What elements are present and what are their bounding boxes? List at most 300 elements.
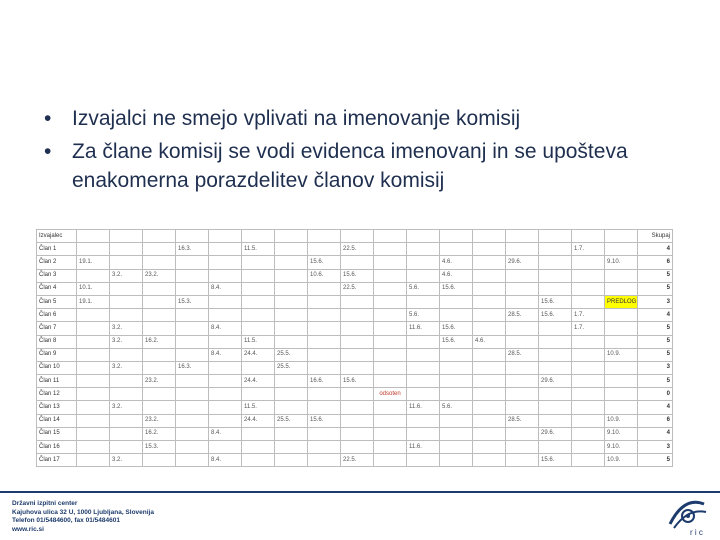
date-cell (110, 348, 143, 361)
member-name-cell: Član 3 (37, 269, 77, 282)
date-cell (440, 243, 473, 256)
member-name-cell: Član 13 (37, 401, 77, 414)
date-cell: 22.5. (341, 243, 374, 256)
date-cell: 25.5. (275, 361, 308, 374)
date-cell (605, 243, 638, 256)
table-cell (275, 388, 308, 401)
date-cell: 4.6. (440, 256, 473, 269)
date-cell (374, 322, 407, 335)
date-cell (176, 427, 209, 440)
table-header-cell (209, 230, 242, 243)
date-cell (473, 295, 506, 308)
date-cell (242, 322, 275, 335)
date-cell (572, 256, 605, 269)
date-cell (539, 269, 572, 282)
date-cell (440, 427, 473, 440)
date-cell (209, 361, 242, 374)
date-cell (308, 335, 341, 348)
date-cell: 15.6. (440, 335, 473, 348)
date-cell (209, 441, 242, 454)
total-cell: 0 (638, 388, 673, 401)
date-cell: 15.6. (308, 256, 341, 269)
date-cell (473, 427, 506, 440)
date-cell (539, 256, 572, 269)
date-cell (539, 282, 572, 295)
date-cell: 16.2. (143, 427, 176, 440)
date-cell: 22.5. (341, 282, 374, 295)
date-cell (176, 348, 209, 361)
date-cell: 4.6. (440, 269, 473, 282)
date-cell (572, 375, 605, 388)
date-cell: 10.6. (308, 269, 341, 282)
date-cell (275, 256, 308, 269)
table-cell (407, 388, 440, 401)
table-header-cell (308, 230, 341, 243)
date-cell (473, 282, 506, 295)
date-cell (539, 335, 572, 348)
absent-label: odsoten (374, 388, 407, 401)
date-cell: 11.5. (242, 401, 275, 414)
member-name-cell: Član 6 (37, 309, 77, 322)
date-cell (506, 335, 539, 348)
date-cell (77, 375, 110, 388)
date-cell (572, 295, 605, 308)
date-cell (143, 401, 176, 414)
date-cell: 11.5. (242, 243, 275, 256)
date-cell (308, 401, 341, 414)
date-cell: 23.2. (143, 414, 176, 427)
date-cell (539, 348, 572, 361)
date-cell (506, 401, 539, 414)
date-cell (506, 243, 539, 256)
date-cell (539, 401, 572, 414)
table-cell (440, 388, 473, 401)
date-cell (407, 414, 440, 427)
date-cell (176, 282, 209, 295)
table-row (37, 375, 673, 388)
date-cell: 23.2. (143, 269, 176, 282)
date-cell (275, 454, 308, 467)
member-name-cell: Član 9 (37, 348, 77, 361)
date-cell (473, 441, 506, 454)
table-header-cell (110, 230, 143, 243)
date-cell: 11.6. (407, 441, 440, 454)
footer-divider (0, 491, 720, 493)
date-cell: 16.2. (143, 335, 176, 348)
date-cell (77, 427, 110, 440)
table-header-cell (77, 230, 110, 243)
date-cell: 15.6. (539, 454, 572, 467)
date-cell (407, 335, 440, 348)
member-name-cell: Član 1 (37, 243, 77, 256)
date-cell (143, 361, 176, 374)
date-cell: 22.5. (341, 454, 374, 467)
date-cell (110, 414, 143, 427)
date-cell (473, 269, 506, 282)
total-cell: 3 (638, 441, 673, 454)
table-row (37, 454, 673, 467)
date-cell: 16.6. (308, 375, 341, 388)
date-cell (77, 322, 110, 335)
table-row (37, 309, 673, 322)
date-cell (77, 441, 110, 454)
date-cell (374, 269, 407, 282)
table-cell (176, 388, 209, 401)
total-cell: 5 (638, 454, 673, 467)
bullet-list (40, 104, 680, 199)
date-cell (407, 256, 440, 269)
date-cell (605, 269, 638, 282)
date-cell (209, 375, 242, 388)
date-cell (308, 243, 341, 256)
bullet-dot: • (44, 107, 52, 130)
date-cell (539, 243, 572, 256)
date-cell: 16.3. (176, 361, 209, 374)
date-cell: 9.10. (605, 441, 638, 454)
table-cell (209, 388, 242, 401)
table-header-cell (440, 230, 473, 243)
date-cell (110, 256, 143, 269)
date-cell (77, 414, 110, 427)
date-cell: 24.4. (242, 375, 275, 388)
date-cell (605, 309, 638, 322)
member-name-cell: Član 14 (37, 414, 77, 427)
date-cell: 23.2. (143, 375, 176, 388)
total-cell: 4 (638, 427, 673, 440)
date-cell (209, 414, 242, 427)
table-cell (473, 388, 506, 401)
date-cell (572, 427, 605, 440)
date-cell (506, 322, 539, 335)
date-cell (308, 295, 341, 308)
date-cell (242, 269, 275, 282)
date-cell (374, 375, 407, 388)
table-cell (308, 388, 341, 401)
date-cell: 8.4. (209, 454, 242, 467)
date-cell (473, 401, 506, 414)
date-cell: 15.6. (539, 309, 572, 322)
date-cell: 15.6. (539, 295, 572, 308)
member-name-cell: Član 2 (37, 256, 77, 269)
date-cell (308, 361, 341, 374)
date-cell (242, 454, 275, 467)
date-cell: 11.6. (407, 322, 440, 335)
table-cell (143, 388, 176, 401)
date-cell (374, 282, 407, 295)
date-cell (77, 269, 110, 282)
date-cell (77, 454, 110, 467)
date-cell (308, 348, 341, 361)
date-cell (176, 375, 209, 388)
date-cell: 10.9. (605, 414, 638, 427)
date-cell (374, 401, 407, 414)
date-cell: 16.3. (176, 243, 209, 256)
table-row (37, 335, 673, 348)
date-cell (572, 348, 605, 361)
total-cell: 3 (638, 295, 673, 308)
date-cell (539, 441, 572, 454)
date-cell (440, 414, 473, 427)
date-cell: 8.4. (209, 348, 242, 361)
table-row (37, 322, 673, 335)
date-cell (407, 375, 440, 388)
date-cell (506, 441, 539, 454)
date-cell: 25.5. (275, 348, 308, 361)
date-cell (341, 348, 374, 361)
date-cell (473, 256, 506, 269)
table-cell (242, 388, 275, 401)
date-cell (77, 335, 110, 348)
date-cell: 15.6. (440, 322, 473, 335)
date-cell: 5.6. (407, 309, 440, 322)
date-cell (605, 401, 638, 414)
date-cell (110, 427, 143, 440)
date-cell (308, 454, 341, 467)
date-cell (275, 309, 308, 322)
table-row (37, 295, 673, 308)
date-cell (176, 309, 209, 322)
footer-org: Državni izpitni center (12, 500, 78, 507)
date-cell (374, 414, 407, 427)
table-header-cell (275, 230, 308, 243)
total-cell: 5 (638, 322, 673, 335)
table-header-cell (572, 230, 605, 243)
footer (0, 488, 720, 540)
date-cell (341, 256, 374, 269)
date-cell (308, 427, 341, 440)
date-cell (341, 335, 374, 348)
date-cell: 9.10. (605, 427, 638, 440)
member-name-cell: Član 12 (37, 388, 77, 401)
table-header-cell: Izvajalec (37, 230, 77, 243)
total-cell: 6 (638, 414, 673, 427)
date-cell (176, 269, 209, 282)
date-cell (209, 335, 242, 348)
date-cell: 11.5. (242, 335, 275, 348)
date-cell (572, 454, 605, 467)
date-cell: 10.1. (77, 282, 110, 295)
date-cell (407, 348, 440, 361)
date-cell: 9.10. (605, 256, 638, 269)
member-name-cell: Član 17 (37, 454, 77, 467)
bullet-text-1: Izvajalci ne smejo vplivati na imenovanje komisij (72, 107, 521, 130)
date-cell (110, 243, 143, 256)
date-cell (506, 375, 539, 388)
date-cell (275, 243, 308, 256)
table-header-cell (341, 230, 374, 243)
total-cell: 5 (638, 269, 673, 282)
table-header-cell (176, 230, 209, 243)
date-cell (308, 441, 341, 454)
table-cell (605, 388, 638, 401)
member-name-cell: Član 5 (37, 295, 77, 308)
date-cell (539, 361, 572, 374)
member-name-cell: Član 15 (37, 427, 77, 440)
table-header-cell (605, 230, 638, 243)
date-cell (143, 348, 176, 361)
table-row (37, 282, 673, 295)
date-cell (275, 295, 308, 308)
date-cell: 1.7. (572, 309, 605, 322)
date-cell (605, 322, 638, 335)
date-cell (143, 309, 176, 322)
date-cell (440, 441, 473, 454)
table-row (37, 441, 673, 454)
date-cell: 3.2. (110, 454, 143, 467)
date-cell (242, 361, 275, 374)
date-cell (341, 361, 374, 374)
date-cell (572, 414, 605, 427)
date-cell (605, 375, 638, 388)
date-cell (77, 309, 110, 322)
date-cell: 29.6. (539, 427, 572, 440)
date-cell (341, 401, 374, 414)
date-cell (110, 295, 143, 308)
table-header-cell: Skupaj (638, 230, 673, 243)
member-name-cell: Član 8 (37, 335, 77, 348)
date-cell (572, 441, 605, 454)
date-cell (473, 309, 506, 322)
member-name-cell: Član 11 (37, 375, 77, 388)
date-cell: 5.6. (407, 282, 440, 295)
date-cell: 15.6. (308, 414, 341, 427)
date-cell (605, 282, 638, 295)
date-cell (209, 295, 242, 308)
date-cell (374, 243, 407, 256)
date-cell (605, 335, 638, 348)
table-row (37, 361, 673, 374)
date-cell: 5.6. (440, 401, 473, 414)
total-cell: 4 (638, 243, 673, 256)
footer-phone: Telefon 01/5484600, fax 01/5484601 (12, 517, 120, 524)
date-cell (407, 243, 440, 256)
date-cell: 3.2. (110, 361, 143, 374)
date-cell (143, 295, 176, 308)
date-cell: 3.2. (110, 401, 143, 414)
date-cell (407, 427, 440, 440)
date-cell (374, 348, 407, 361)
table-cell (341, 388, 374, 401)
table-row (37, 256, 673, 269)
date-cell (539, 322, 572, 335)
date-cell (77, 243, 110, 256)
date-cell (209, 243, 242, 256)
membership-table (36, 229, 672, 463)
date-cell (374, 309, 407, 322)
date-cell (308, 322, 341, 335)
table-row (37, 243, 673, 256)
table-cell (110, 388, 143, 401)
assignment-table (36, 229, 673, 467)
bullet-item-2 (40, 137, 680, 195)
date-cell (209, 256, 242, 269)
date-cell (407, 295, 440, 308)
date-cell: 15.6. (440, 282, 473, 295)
date-cell (506, 269, 539, 282)
total-cell: 4 (638, 309, 673, 322)
date-cell (407, 361, 440, 374)
date-cell: 15.6. (341, 375, 374, 388)
ric-logo-icon (664, 494, 710, 534)
date-cell (242, 256, 275, 269)
date-cell (176, 454, 209, 467)
date-cell: 15.6. (341, 269, 374, 282)
date-cell: 28.5. (506, 348, 539, 361)
bullet-text-2: Za člane komisij se vodi evidenca imenovanj in se upošteva enakomerna porazdelitev članov komisij (72, 140, 628, 192)
table-row (37, 348, 673, 361)
date-cell: 1.7. (572, 243, 605, 256)
date-cell: 10.9. (605, 454, 638, 467)
date-cell (242, 295, 275, 308)
date-cell (506, 427, 539, 440)
date-cell (473, 322, 506, 335)
date-cell (110, 282, 143, 295)
table-header-cell (374, 230, 407, 243)
date-cell (506, 295, 539, 308)
date-cell (506, 282, 539, 295)
date-cell: 28.5. (506, 414, 539, 427)
date-cell (275, 335, 308, 348)
table-header-cell (506, 230, 539, 243)
date-cell: 10.9. (605, 348, 638, 361)
total-cell: 5 (638, 335, 673, 348)
date-cell (506, 361, 539, 374)
date-cell (275, 375, 308, 388)
table-header-cell (407, 230, 440, 243)
date-cell (374, 427, 407, 440)
table-header-cell (242, 230, 275, 243)
date-cell (374, 256, 407, 269)
table-header-cell (143, 230, 176, 243)
date-cell (176, 441, 209, 454)
date-cell (341, 441, 374, 454)
footer-street: Kajuhova ulica 32 U, 1000 Ljubljana, Slovenija (12, 508, 154, 516)
total-cell: 6 (638, 256, 673, 269)
date-cell: 3.2. (110, 269, 143, 282)
date-cell (209, 309, 242, 322)
date-cell: 8.4. (209, 427, 242, 440)
date-cell (440, 295, 473, 308)
member-name-cell: Član 10 (37, 361, 77, 374)
date-cell (341, 322, 374, 335)
date-cell (143, 282, 176, 295)
date-cell (110, 375, 143, 388)
bullet-dot: • (44, 140, 52, 163)
bullet-item-1 (40, 104, 680, 133)
date-cell (473, 361, 506, 374)
table-row (37, 388, 673, 401)
table-cell (572, 388, 605, 401)
date-cell (110, 441, 143, 454)
date-cell: 3.2. (110, 335, 143, 348)
date-cell: 8.4. (209, 282, 242, 295)
date-cell (440, 361, 473, 374)
date-cell: 1.7. (572, 322, 605, 335)
date-cell (308, 309, 341, 322)
date-cell (209, 401, 242, 414)
date-cell: 28.5. (506, 309, 539, 322)
date-cell (572, 361, 605, 374)
date-cell (143, 256, 176, 269)
total-cell: 5 (638, 375, 673, 388)
total-cell: 3 (638, 361, 673, 374)
date-cell: 15.3. (143, 441, 176, 454)
total-cell: 4 (638, 401, 673, 414)
date-cell (374, 295, 407, 308)
table-row (37, 269, 673, 282)
date-cell (341, 309, 374, 322)
date-cell (539, 414, 572, 427)
